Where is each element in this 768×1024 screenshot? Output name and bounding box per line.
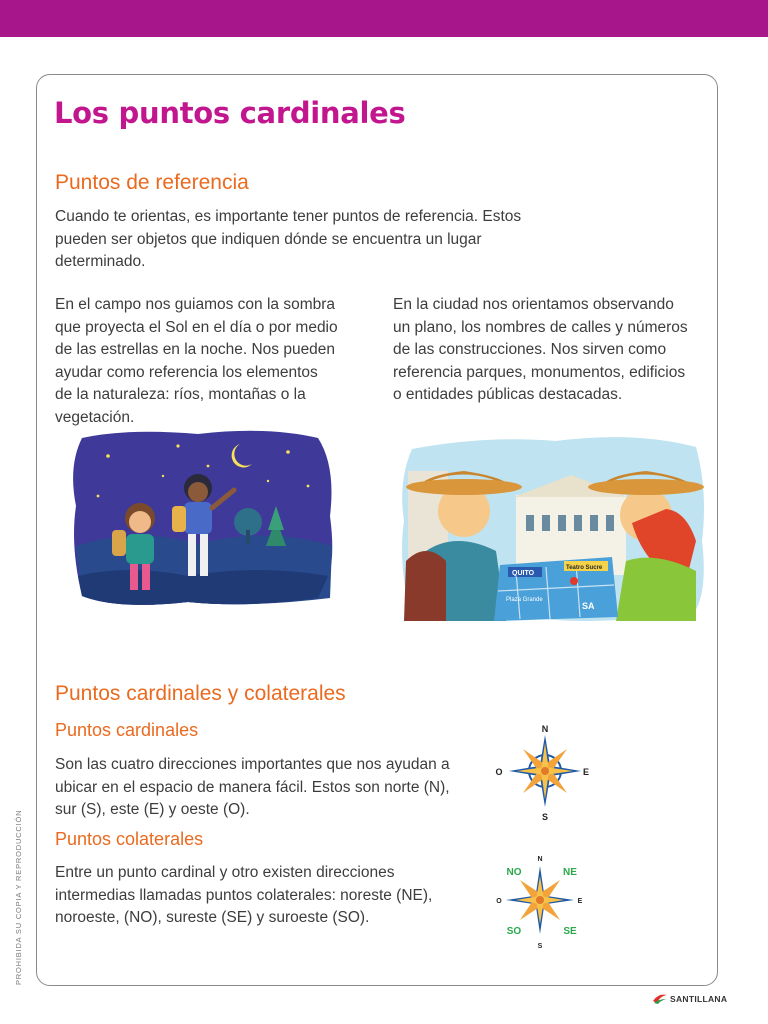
intro-paragraph [55, 206, 575, 274]
heading-cardinal-collateral: Puntos cardinales y colaterales [55, 682, 346, 705]
map-city-label: QUITO [512, 570, 535, 577]
northwest-label: NO [506, 867, 522, 878]
text-line: o entidades públicas destacadas. [393, 386, 623, 403]
text-line: En el campo nos guiamos con la sombra [55, 296, 336, 313]
text-line: sur (S), este (E) y oeste (O). [55, 801, 250, 818]
heading-collateral-points: Puntos colaterales [55, 829, 204, 849]
top-banner [0, 0, 768, 37]
text-line: un plano, los nombres de calles y números [393, 318, 688, 336]
santillana-swoosh-icon [652, 993, 668, 1005]
publisher-name: SANTILLANA [670, 994, 728, 1004]
text-line: de las construcciones. Nos sirven como [393, 341, 667, 358]
east-label: E [582, 767, 590, 777]
copyright-side-note: PROHIBIDA SU COPIA Y REPRODUCCIÓN [14, 809, 23, 985]
text-line: noroeste, (NO), sureste (SE) y suroeste (SO). [55, 909, 370, 926]
text-line: Cuando te orientas, es importante tener puntos de referencia. Estos [55, 208, 522, 225]
north-label: N [537, 856, 543, 863]
north-label: N [541, 724, 549, 734]
countryside-paragraph [55, 294, 375, 429]
text-line: ayudar como referencia los elementos [55, 363, 318, 381]
compass-rose-collateral-icon [490, 852, 590, 950]
publisher-logo [652, 993, 727, 1005]
text-line: referencia parques, monumentos, edificios [393, 363, 686, 381]
west-label: O [495, 767, 503, 777]
text-line: intermedias llamadas puntos colaterales: noreste (NE), [55, 886, 433, 904]
text-line: En la ciudad nos orientamos observando [393, 296, 674, 313]
south-label: S [537, 943, 543, 950]
city-map-illustration [396, 431, 708, 625]
text-line: Son las cuatro direcciones importantes que nos ayudan a [55, 756, 450, 773]
east-label: E [577, 898, 583, 905]
northeast-label: NE [563, 867, 577, 878]
map-letters-label: SA [582, 601, 595, 611]
collateral-paragraph [55, 862, 485, 930]
text-line: Entre un punto cardinal y otro existen direcciones [55, 864, 395, 881]
city-paragraph [393, 294, 713, 407]
compass-rose-cardinal-icon [490, 722, 600, 822]
cardinal-paragraph [55, 754, 485, 822]
night-scene-illustration [68, 426, 338, 608]
text-line: de las estrellas en la noche. Nos pueden [55, 341, 336, 358]
west-label: O [496, 898, 502, 905]
text-line: ubicar en el espacio de manera fácil. Estos son norte (N), [55, 778, 450, 796]
south-label: S [541, 812, 549, 822]
text-line: pueden ser objetos que indiquen dónde se encuentra un lugar [55, 230, 482, 248]
text-line: de la naturaleza: ríos, montañas o la [55, 386, 306, 403]
heading-reference-points: Puntos de referencia [55, 171, 249, 194]
page-title: Los puntos cardinales [54, 96, 406, 130]
map-place-label: Teatro Sucre [566, 565, 603, 571]
map-street-label: Plaza Grande [506, 597, 543, 603]
southeast-label: SE [563, 926, 577, 937]
southwest-label: SO [506, 926, 522, 937]
text-line: determinado. [55, 253, 146, 270]
text-line: vegetación. [55, 408, 135, 426]
heading-cardinal-points: Puntos cardinales [55, 720, 199, 740]
text-line: que proyecta el Sol en el día o por medio [55, 318, 338, 336]
